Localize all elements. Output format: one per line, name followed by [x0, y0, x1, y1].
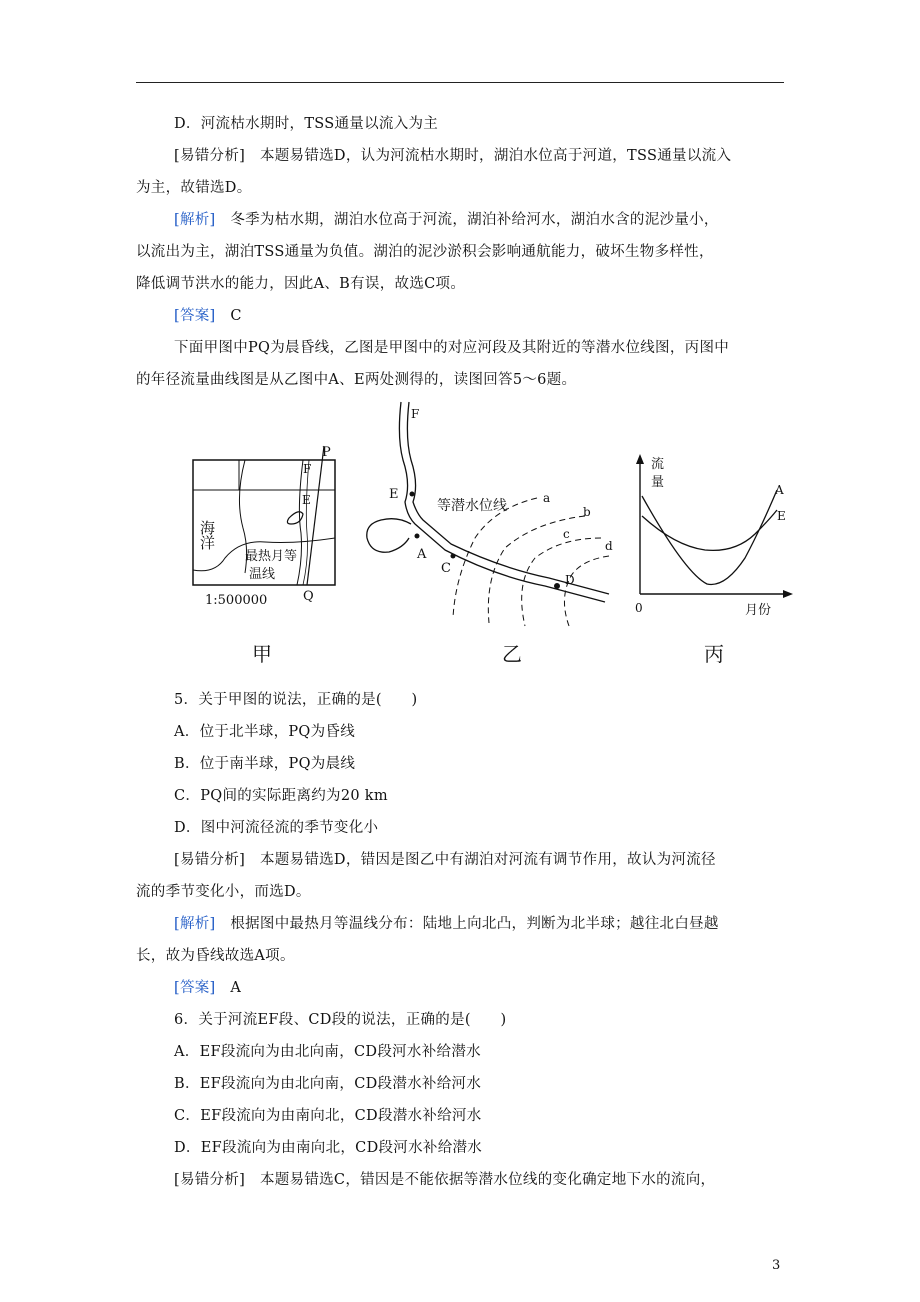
yi-label-c: C [441, 561, 451, 576]
q4-analysis-cont2: 降低调节洪水的能力，因此A、B有误，故选C项。 [136, 276, 466, 292]
answer-tag: [答案] [174, 980, 216, 996]
q4-error-analysis-cont: 为主，故错选D。 [136, 180, 252, 196]
q5-option-a: A．位于北半球，PQ为昏线 [174, 724, 356, 740]
jia-isotherm-label1: 最热月等 [245, 549, 298, 564]
jia-label-q: Q [303, 589, 314, 604]
figure-yi [367, 402, 613, 626]
intro-line1: 下面甲图中PQ为晨昏线，乙图是甲图中的对应河段及其附近的等潜水位线图，丙图中 [174, 340, 730, 356]
yi-point-a [415, 534, 420, 539]
yi-label-f: F [411, 407, 420, 421]
jia-river-right [303, 460, 312, 585]
error-tag: [易错分析] [174, 852, 246, 868]
analysis-tag: [解析] [174, 916, 216, 932]
q4-error-analysis: [易错分析] 本题易错选D，认为河流枯水期时，湖泊水位高于河道，TSS通量以流入 [174, 148, 732, 164]
error-tag: [易错分析] [174, 148, 246, 164]
q4-analysis: [解析] 冬季为枯水期，湖泊水位高于河流，湖泊补给河水，湖泊水含的泥沙量小， [174, 212, 719, 228]
yi-contour-b-label: b [583, 505, 591, 519]
yi-label-d: D [565, 573, 575, 587]
figure-group [185, 398, 795, 628]
yi-label-a: A [417, 547, 427, 562]
q5-option-b: B．位于南半球，PQ为晨线 [174, 756, 356, 772]
yi-contour-title: 等潜水位线 [437, 498, 507, 514]
q6-option-a: A．EF段流向为由北向南，CD段河水补给潜水 [174, 1044, 481, 1060]
bing-origin: 0 [635, 601, 643, 615]
q5-option-c: C．PQ间的实际距离约为20 km [174, 788, 388, 804]
q6-option-c: C．EF段流向为由南向北，CD段潜水补给河水 [174, 1108, 482, 1124]
yi-contour-d [564, 556, 609, 626]
bing-ylabel1: 流 [651, 457, 665, 472]
bing-series-a-curve [642, 490, 777, 584]
jia-ocean-label: 海洋 [198, 520, 216, 550]
bing-series-a-label: A [775, 483, 784, 497]
q5-stem: 5．关于甲图的说法，正确的是( ) [174, 692, 418, 708]
jia-label-p: P [322, 445, 331, 460]
q6-option-b: B．EF段流向为由北向南，CD段潜水补给河水 [174, 1076, 482, 1092]
bing-series-e-label: E [777, 509, 786, 523]
q4-answer: [答案] C [174, 308, 242, 324]
caption-bing: 丙 [704, 642, 724, 666]
q6-stem: 6．关于河流EF段、CD段的说法，正确的是( ) [174, 1012, 507, 1028]
answer-tag: [答案] [174, 308, 216, 324]
jia-scale: 1:500000 [205, 593, 268, 608]
q5-analysis-cont: 长，故为昏线故选A项。 [136, 948, 295, 964]
yi-label-e: E [389, 487, 399, 502]
bing-x-arrow [783, 590, 793, 598]
bing-ylabel2: 量 [651, 475, 665, 490]
q5-answer: [答案] A [174, 980, 242, 996]
q4-analysis-cont1: 以流出为主，湖泊TSS通量为负值。湖泊的泥沙淤积会影响通航能力，破坏生物多样性， [136, 244, 714, 260]
q5-option-d: D．图中河流径流的季节变化小 [174, 820, 379, 836]
yi-contour-a-label: a [543, 491, 551, 505]
intro-line2: 的年径流量曲线图是从乙图中A、E两处测得的，读图回答5～6题。 [136, 372, 577, 388]
jia-lake [287, 512, 303, 524]
jia-label-e: E [302, 493, 311, 507]
jia-label-f: F [303, 462, 312, 476]
caption-yi: 乙 [502, 642, 522, 666]
header-rule [136, 82, 784, 83]
yi-contour-d-label: d [605, 539, 613, 553]
analysis-tag: [解析] [174, 212, 216, 228]
yi-contour-a [453, 498, 537, 618]
yi-contour-c-label: c [563, 527, 570, 541]
q6-error-analysis: [易错分析] 本题易错选C，错因是不能依据等潜水位线的变化确定地下水的流向， [174, 1172, 716, 1188]
bing-y-arrow [636, 454, 644, 464]
jia-isotherm-label2: 温线 [249, 567, 276, 582]
q6-option-d: D．EF段流向为由南向北，CD段河水补给潜水 [174, 1140, 483, 1156]
yi-point-d [554, 583, 560, 589]
bing-xlabel: 月份 [745, 603, 772, 618]
q5-analysis: [解析] 根据图中最热月等温线分布：陆地上向北凸，判断为北半球；越往北白昼越 [174, 916, 719, 932]
yi-lake [367, 519, 411, 553]
q5-error-analysis: [易错分析] 本题易错选D，错因是图乙中有湖泊对河流有调节作用，故认为河流径 [174, 852, 716, 868]
figure-jia [193, 445, 335, 608]
yi-contour-c [522, 538, 601, 626]
page-number: 3 [772, 1258, 781, 1273]
error-tag: [易错分析] [174, 1172, 246, 1188]
q5-error-analysis-cont: 流的季节变化小，而选D。 [136, 884, 311, 900]
figure-bing [635, 454, 793, 618]
yi-point-c [451, 554, 456, 559]
caption-jia: 甲 [252, 642, 272, 666]
yi-contour-b [488, 516, 585, 623]
yi-point-e [410, 492, 415, 497]
q4-option-d: D．河流枯水期时，TSS通量以流入为主 [174, 116, 439, 132]
